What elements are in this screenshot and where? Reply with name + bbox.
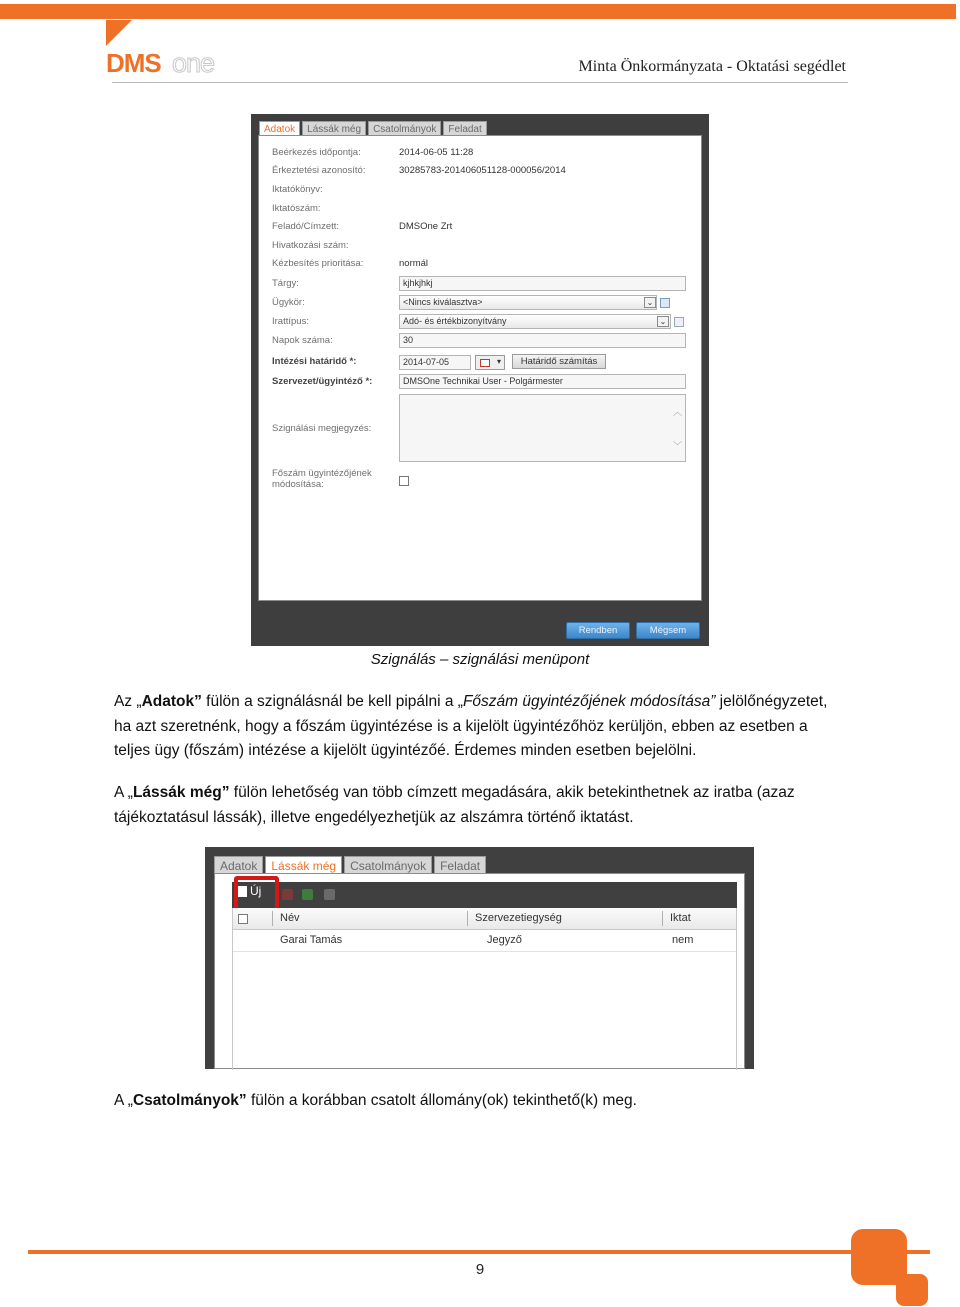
bold-text: Adatok” <box>141 693 202 710</box>
megjegyzes-textarea[interactable] <box>399 394 686 462</box>
column-separator <box>467 911 468 926</box>
footer-decoration-small <box>896 1274 928 1306</box>
value-beerkezes: 2014-06-05 11:28 <box>399 147 474 158</box>
cell-name: Garai Tamás <box>280 934 343 946</box>
screenshot-lassak-meg <box>205 847 754 1069</box>
refresh-icon[interactable] <box>302 889 313 900</box>
tab-lassak-meg[interactable]: Lássák még <box>265 856 342 874</box>
label-beerkezes: Beérkezés időpontja: <box>272 147 361 158</box>
paragraph-line: ha azt szeretnénk, hogy a főszám ügyintézése is a kijelölt ügyintézőhöz kerüljön, ebben az esetben a <box>114 717 808 735</box>
figure-caption: Szignálás – szignálási menüpont <box>370 651 590 668</box>
form-panel <box>258 135 702 601</box>
delete-icon[interactable] <box>282 889 293 900</box>
top-orange-bar <box>0 4 956 19</box>
italic-text: Főszám ügyintézőjének módosítása” <box>462 693 716 710</box>
text: A „ <box>114 1092 133 1109</box>
rendben-button[interactable]: Rendben <box>566 622 630 639</box>
tab-bar <box>259 121 487 136</box>
scroll-up-icon[interactable]: ︿ <box>672 407 682 417</box>
ugykor-select[interactable]: <Nincs kiválasztva> <box>399 295 657 310</box>
label-targy: Tárgy: <box>272 278 299 289</box>
table-row[interactable] <box>232 930 737 952</box>
value-kezbesites: normál <box>399 258 429 269</box>
bold-text: Lássák még” <box>132 784 230 801</box>
label-foszam-line2: módosítása: <box>272 479 324 490</box>
bold-text: Csatolmányok” <box>132 1092 247 1109</box>
tab-feladat[interactable]: Feladat <box>443 121 486 136</box>
text: A „ <box>114 784 133 801</box>
chevron-down-icon[interactable]: ⌄ <box>657 316 669 327</box>
label-napok: Napok száma: <box>272 335 333 346</box>
lookup-icon[interactable] <box>660 298 670 308</box>
paragraph-lassak-meg <box>114 781 854 830</box>
label-irattipus: Irattípus: <box>272 316 309 327</box>
label-hatarido: Intézési határidő *: <box>272 356 357 367</box>
text: fülön a szignálásnál be kell pipálni a „ <box>201 693 463 710</box>
tab-adatok[interactable]: Adatok <box>259 121 300 136</box>
column-szervezetiegyseg[interactable]: Szervezetiegység <box>475 912 562 924</box>
text: jelölőnégyzetet, <box>715 693 828 710</box>
label-hivatkozasi: Hivatkozási szám: <box>272 240 349 251</box>
text: fülön lehetőség van több címzett megadására, akik betekinthetnek az iratba (azaz <box>229 784 795 801</box>
calendar-button[interactable] <box>475 355 505 370</box>
screenshot-szignalas-form <box>251 114 709 646</box>
label-erkeztetesi: Érkeztetési azonosító: <box>272 165 366 176</box>
column-separator <box>662 911 663 926</box>
paragraph-line: tájékoztatásul lássák), illetve engedélyezhetjük az alszámra történő iktatást. <box>114 808 634 826</box>
page-number: 9 <box>475 1261 485 1278</box>
tab-adatok[interactable]: Adatok <box>214 856 263 874</box>
new-button-label: Új <box>250 884 262 898</box>
napok-input[interactable]: 30 <box>399 333 686 348</box>
label-foszam-line1: Főszám ügyintézőjének <box>272 468 372 479</box>
tab-csatolmanyok[interactable]: Csatolmányok <box>344 856 432 874</box>
scroll-down-icon[interactable]: ﹀ <box>672 441 682 451</box>
document-title: Minta Önkormányzata - Oktatási segédlet <box>578 58 846 75</box>
megsem-button[interactable]: Mégsem <box>636 622 700 639</box>
foszam-modositas-checkbox[interactable] <box>399 476 409 486</box>
info-icon[interactable] <box>674 317 684 327</box>
select-all-checkbox[interactable] <box>238 914 248 924</box>
paragraph-line <box>114 781 854 806</box>
settings-icon[interactable] <box>324 889 335 900</box>
logo-wedge <box>106 20 132 46</box>
label-felado: Feladó/Címzett: <box>272 221 340 232</box>
logo-dms-text: DMS <box>106 48 161 78</box>
text: fülön a korábban csatolt állomány(ok) tekinthető(k) meg. <box>246 1092 637 1109</box>
label-ugykor: Ügykör: <box>272 297 305 308</box>
column-iktat[interactable]: Iktat <box>670 912 691 924</box>
column-nev[interactable]: Név <box>280 912 300 924</box>
paragraph-csatolmanyok <box>114 1089 854 1114</box>
paragraph-line <box>114 1089 854 1114</box>
label-szervezet: Szervezet/ügyintéző *: <box>272 376 373 387</box>
tab-feladat[interactable]: Feladat <box>434 856 486 874</box>
szervezet-input[interactable]: DMSOne Technikai User - Polgármester <box>399 374 686 389</box>
footer-orange-line <box>28 1250 930 1254</box>
label-iktatoszam: Iktatószám: <box>272 203 321 214</box>
tab-csatolmanyok[interactable]: Csatolmányok <box>368 121 441 136</box>
paragraph-line <box>114 690 854 715</box>
label-iktatokonyv: Iktatókönyv: <box>272 184 323 195</box>
column-separator <box>272 911 273 926</box>
text: Az „ <box>114 693 142 710</box>
dmsone-logo <box>106 20 246 82</box>
calendar-icon <box>480 359 490 367</box>
irattipus-select[interactable]: Adó- és értékbizonyítvány <box>399 314 671 329</box>
value-erkeztetesi: 30285783-201406051128-000056/2014 <box>399 165 566 176</box>
tab-bar <box>214 856 486 874</box>
chevron-down-icon: ▾ <box>496 357 501 366</box>
targy-input[interactable]: kjhkjhkj <box>399 276 686 291</box>
tab-lassak-meg[interactable]: Lássák még <box>302 121 366 136</box>
hatarido-date-input[interactable]: 2014-07-05 <box>399 355 471 370</box>
cell-iktat: nem <box>672 934 694 946</box>
paragraph-adatok <box>114 690 854 764</box>
grid-border <box>736 908 737 1070</box>
value-felado: DMSOne Zrt <box>399 221 453 232</box>
grid-border <box>232 908 233 1070</box>
hatarido-szamitas-button[interactable]: Határidő számítás <box>512 354 606 369</box>
logo-one-text: one <box>172 48 215 78</box>
label-kezbesites: Kézbesítés prioritása: <box>272 258 364 269</box>
header-divider <box>112 82 848 83</box>
chevron-down-icon[interactable]: ⌄ <box>644 297 656 308</box>
cell-unit: Jegyző <box>487 934 522 946</box>
grid-toolbar <box>232 882 737 908</box>
grid-header <box>232 908 737 930</box>
paragraph-line: teljes ügy (főszám) intézése a kijelölt ügyintézőé. Érdemes minden esetben bejelölni. <box>114 742 697 759</box>
label-megjegyzes: Szignálási megjegyzés: <box>272 423 372 434</box>
lassak-panel <box>214 873 745 1069</box>
